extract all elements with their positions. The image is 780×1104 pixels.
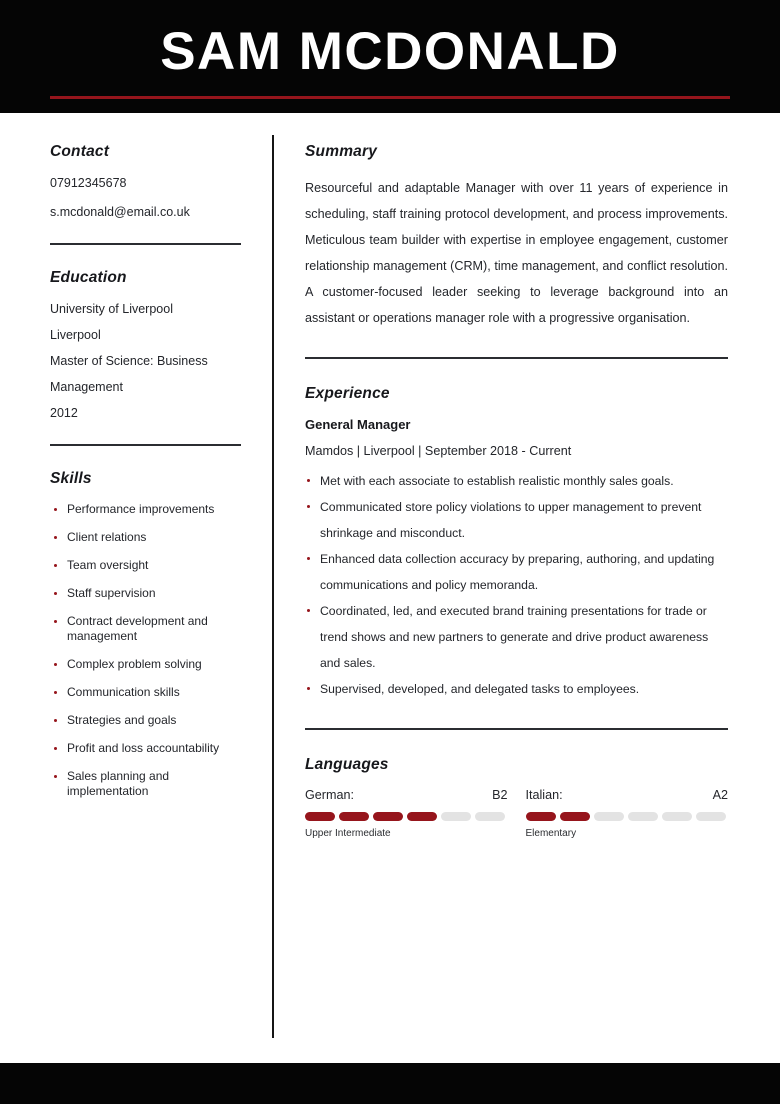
job-title: General Manager	[305, 417, 411, 432]
resume-footer	[0, 1063, 780, 1104]
list-item: Communicated store policy violations to upper management to prevent shrinkage and misconduct.	[305, 494, 728, 546]
list-item: Profit and loss accountability	[50, 741, 241, 756]
language-item-german	[305, 788, 508, 839]
education-school: University of Liverpool	[50, 302, 173, 316]
proficiency-pill-empty	[696, 812, 726, 821]
education-city: Liverpool	[50, 328, 101, 342]
language-proficiency-meter	[305, 812, 508, 821]
education-heading: Education	[50, 269, 127, 286]
proficiency-pill-filled	[305, 812, 335, 821]
list-item: Staff supervision	[50, 586, 241, 601]
list-item: Communication skills	[50, 685, 241, 700]
list-item: Enhanced data collection accuracy by preparing, authoring, and updating communications and policy memoranda.	[305, 546, 728, 598]
skills-heading: Skills	[50, 470, 92, 487]
list-item: Supervised, developed, and delegated tasks to employees.	[305, 676, 728, 702]
summary-section	[305, 143, 728, 331]
languages-heading: Languages	[305, 756, 389, 773]
proficiency-pill-empty	[628, 812, 658, 821]
main-divider-1	[305, 357, 728, 359]
sidebar-column	[50, 143, 241, 812]
proficiency-pill-empty	[441, 812, 471, 821]
proficiency-pill-empty	[475, 812, 505, 821]
page-title: SAM MCDONALD	[160, 22, 620, 81]
language-cefr-level: A2	[712, 788, 728, 802]
sidebar-divider-2	[50, 444, 241, 446]
language-cefr-level: B2	[492, 788, 508, 802]
list-item: Sales planning and implementation	[50, 769, 241, 799]
education-degree: Master of Science: Business	[50, 354, 208, 368]
experience-heading: Experience	[305, 385, 390, 402]
header-accent-rule	[50, 96, 730, 99]
proficiency-pill-filled	[560, 812, 590, 821]
proficiency-pill-empty	[662, 812, 692, 821]
languages-section	[305, 756, 728, 839]
job-meta: Mamdos | Liverpool | September 2018 - Current	[305, 444, 572, 458]
education-year: 2012	[50, 406, 78, 420]
language-name: German:	[305, 788, 354, 802]
experience-section	[305, 385, 728, 702]
list-item: Client relations	[50, 530, 241, 545]
skills-list	[50, 502, 241, 799]
list-item: Met with each associate to establish realistic monthly sales goals.	[305, 468, 728, 494]
contact-heading: Contact	[50, 143, 110, 160]
list-item: Contract development and management	[50, 614, 241, 644]
language-item-italian	[526, 788, 729, 839]
education-degree-cont: Management	[50, 380, 123, 394]
language-level-label: Upper Intermediate	[305, 828, 391, 839]
column-divider	[272, 135, 274, 1038]
list-item: Coordinated, led, and executed brand training presentations for trade or trend shows and new partners to generate and drive product awareness and sales.	[305, 598, 728, 676]
summary-heading: Summary	[305, 143, 378, 160]
proficiency-pill-filled	[373, 812, 403, 821]
contact-email: s.mcdonald@email.co.uk	[50, 205, 190, 219]
summary-body: Resourceful and adaptable Manager with over 11 years of experience in scheduling, staff training protocol development, and process improvements. Meticulous team builder with expertise in employee engagement, customer relationship management (CRM), time management, and conflict resolution. A customer-focused leader seeking to leverage background into an assistant or operations manager role with a progressive organisation.	[305, 181, 728, 325]
education-section	[50, 269, 241, 422]
languages-grid	[305, 788, 728, 839]
resume-header	[0, 0, 780, 113]
main-column	[305, 143, 728, 839]
job-bullets	[305, 468, 728, 702]
list-item: Complex problem solving	[50, 657, 241, 672]
contact-phone: 07912345678	[50, 176, 127, 190]
list-item: Strategies and goals	[50, 713, 241, 728]
skills-section	[50, 470, 241, 799]
experience-entry	[305, 417, 728, 702]
language-name: Italian:	[525, 788, 563, 802]
language-proficiency-meter	[526, 812, 729, 821]
list-item: Team oversight	[50, 558, 241, 573]
contact-section	[50, 143, 241, 221]
resume-body	[0, 113, 780, 1063]
language-header	[526, 788, 729, 802]
sidebar-divider-1	[50, 243, 241, 245]
language-level-label: Elementary	[525, 828, 577, 839]
proficiency-pill-filled	[339, 812, 369, 821]
proficiency-pill-filled	[407, 812, 437, 821]
main-divider-2	[305, 728, 728, 730]
language-header	[305, 788, 508, 802]
list-item: Performance improvements	[50, 502, 241, 517]
proficiency-pill-filled	[526, 812, 556, 821]
proficiency-pill-empty	[594, 812, 624, 821]
